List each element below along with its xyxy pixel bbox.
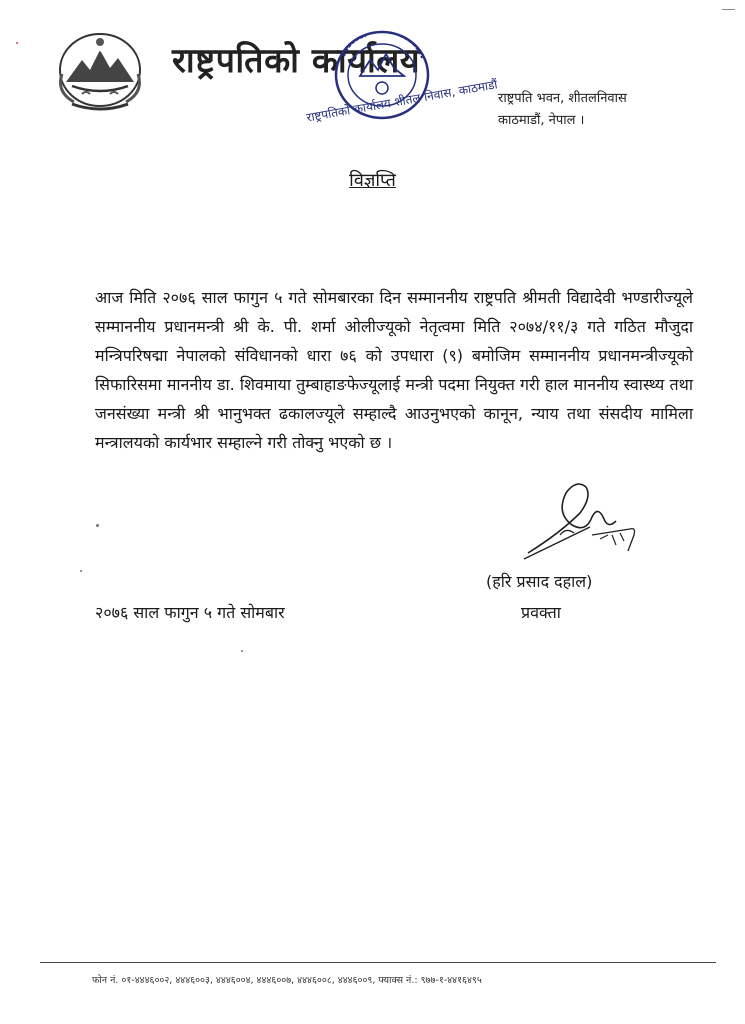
stamp-text: राष्ट्रपतिको कार्यालय शीतल निवास, काठमाडौं xyxy=(305,77,499,125)
document-title: विज्ञप्ति xyxy=(349,170,396,191)
signer-role: प्रवक्ता xyxy=(521,603,561,622)
scan-speck xyxy=(80,570,82,572)
footer-divider xyxy=(40,962,716,963)
nepal-emblem-icon xyxy=(52,30,148,114)
office-address xyxy=(498,88,627,132)
corner-mark xyxy=(722,9,735,10)
scan-speck xyxy=(241,650,243,652)
signer-name: (हरि प्रसाद दहाल) xyxy=(486,572,593,591)
signature-icon xyxy=(520,475,650,565)
scan-speck xyxy=(96,524,99,527)
document-body: आज मिति २०७६ साल फागुन ५ गते सोमबारका दिन सम्माननीय राष्ट्रपति श्रीमती विद्यादेवी भण्डारीज्यूले सम्माननीय प्रधानमन्त्री श्री के. पी. शर्मा ओलीज्यूको नेतृत्वमा मिति २०७४/११/३ गते गठित मौजुदा मन्त्रिपरिषद्मा नेपालको संविधानको धारा ७६ को उपधारा (९) बमोजिम सम्माननीय प्रधानमन्त्रीज्यूको सिफारिसमा माननीय डा. शिवमाया तुम्बाहाङफेज्यूलाई मन्त्री पदमा नियुक्त गरी हाल माननीय स्वास्थ्य तथा जनसंख्या मन्त्री श्री भानुभक्त ढकालज्यूले सम्हाल्दै आउनुभएको कानून, न्याय तथा संसदीय मामिला मन्त्रालयको कार्यभार सम्हाल्ने गरी तोक्नु भएको छ । xyxy=(95,288,693,452)
address-line-2: काठमाडौं, नेपाल । xyxy=(498,113,585,128)
footer-contact: फोन नं. ०१-४४४६००२, ४४४६००३, ४४४६००४, ४४४६००७, ४४४६००८, ४४४६००९, फ्याक्स नं.: ९७७-१-४४१६४९५ xyxy=(92,975,482,986)
address-line-1: राष्ट्रपति भवन, शीतलनिवास xyxy=(498,91,627,106)
document-date: २०७६ साल फागुन ५ गते सोमबार xyxy=(95,603,285,622)
org-name: राष्ट्रपतिको कार्यालय xyxy=(172,41,421,81)
scan-speck xyxy=(16,42,18,44)
